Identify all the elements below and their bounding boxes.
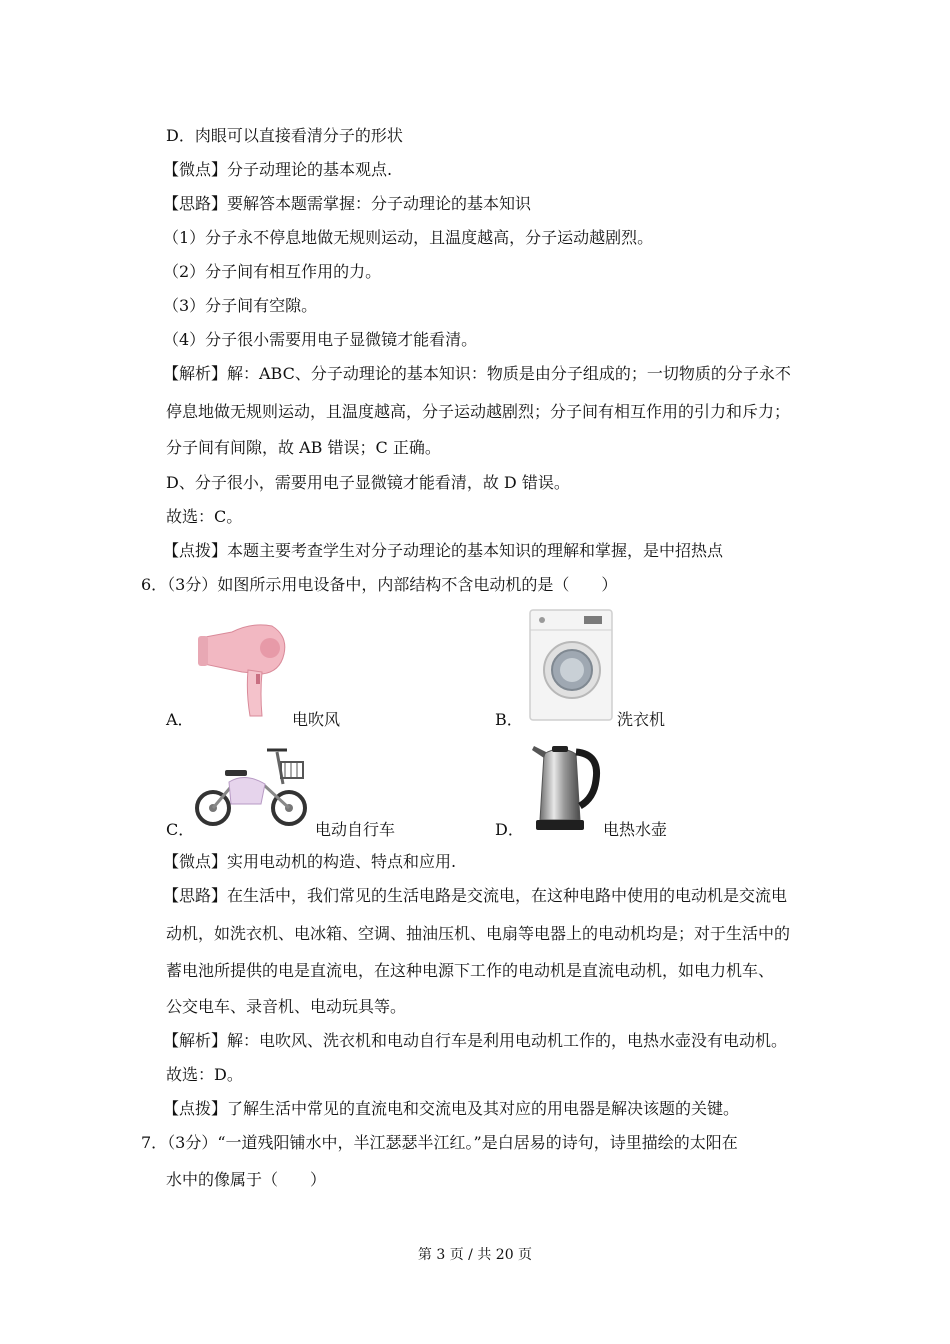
silu-text: 【思路】要解答本题需掌握：分子动理论的基本知识 xyxy=(163,194,532,213)
hair-dryer-icon xyxy=(192,612,290,720)
answer-text: 故选：C。 xyxy=(166,507,243,526)
option-b-label: B． xyxy=(495,710,523,729)
option-a-caption: 电吹风 xyxy=(292,710,341,729)
point-2: （2）分子间有相互作用的力。 xyxy=(163,262,382,281)
jiexi-line-3: 分子间有间隙，故 AB 错误；C 正确。 xyxy=(166,438,441,457)
point-1: （1）分子永不停息地做无规则运动，且温度越高，分子运动越剧烈。 xyxy=(163,228,654,247)
page-footer: 第 3 页 / 共 20 页 xyxy=(417,1247,533,1263)
q6-weidian: 【微点】实用电动机的构造、特点和应用. xyxy=(163,852,457,871)
q6-silu-line-1: 【思路】在生活中，我们常见的生活电路是交流电，在这种电路中使用的电动机是交流电 xyxy=(163,886,788,905)
option-a-label: A． xyxy=(166,710,194,729)
electric-bike-icon xyxy=(195,742,311,830)
jiexi-line-1: 【解析】解：ABC、分子动理论的基本知识：物质是由分子组成的；一切物质的分子永不 xyxy=(163,364,791,383)
q6-stem: 6．（3分）如图所示用电设备中，内部结构不含电动机的是（ ） xyxy=(141,575,618,594)
option-d-caption: 电热水壶 xyxy=(603,820,668,839)
jiexi-line-2: 停息地做无规则运动，且温度越高，分子运动越剧烈；分子间有相互作用的引力和斥力； xyxy=(166,402,791,421)
weidian-text: 【微点】分子动理论的基本观点. xyxy=(163,160,393,179)
q6-silu-line-2: 动机，如洗衣机、电冰箱、空调、抽油压机、电扇等电器上的电动机均是；对于生活中的 xyxy=(166,924,791,943)
jiexi-d-text: D、分子很小，需要用电子显微镜才能看清，故 D 错误。 xyxy=(166,473,570,492)
washing-machine-icon xyxy=(528,608,614,722)
q7-stem-line-1: 7．（3分）“一道残阳铺水中，半江瑟瑟半江红。”是白居易的诗句，诗里描绘的太阳在 xyxy=(141,1133,738,1152)
q6-jiexi: 【解析】解：电吹风、洗衣机和电动自行车是利用电动机工作的，电热水壶没有电动机。 xyxy=(163,1031,788,1050)
option-d-text: D．肉眼可以直接看清分子的形状 xyxy=(166,126,403,145)
dianbo-text: 【点拨】本题主要考查学生对分子动理论的基本知识的理解和掌握，是中招热点 xyxy=(163,541,724,560)
option-c-caption: 电动自行车 xyxy=(315,820,396,839)
point-4: （4）分子很小需要用电子显微镜才能看清。 xyxy=(163,330,478,349)
q6-dianbo: 【点拨】了解生活中常见的直流电和交流电及其对应的用电器是解决该题的关键。 xyxy=(163,1099,740,1118)
option-b-caption: 洗衣机 xyxy=(617,710,666,729)
q6-answer: 故选：D。 xyxy=(166,1065,243,1084)
electric-kettle-icon xyxy=(530,740,602,832)
point-3: （3）分子间有空隙。 xyxy=(163,296,318,315)
option-d-label: D． xyxy=(495,820,524,839)
option-c-label: C． xyxy=(166,820,195,839)
q6-silu-line-4: 公交电车、录音机、电动玩具等。 xyxy=(166,997,407,1016)
q6-silu-line-3: 蓄电池所提供的电是直流电，在这种电源下工作的电动机是直流电动机，如电力机车、 xyxy=(166,961,775,980)
q7-stem-line-2: 水中的像属于（ ） xyxy=(166,1170,327,1189)
